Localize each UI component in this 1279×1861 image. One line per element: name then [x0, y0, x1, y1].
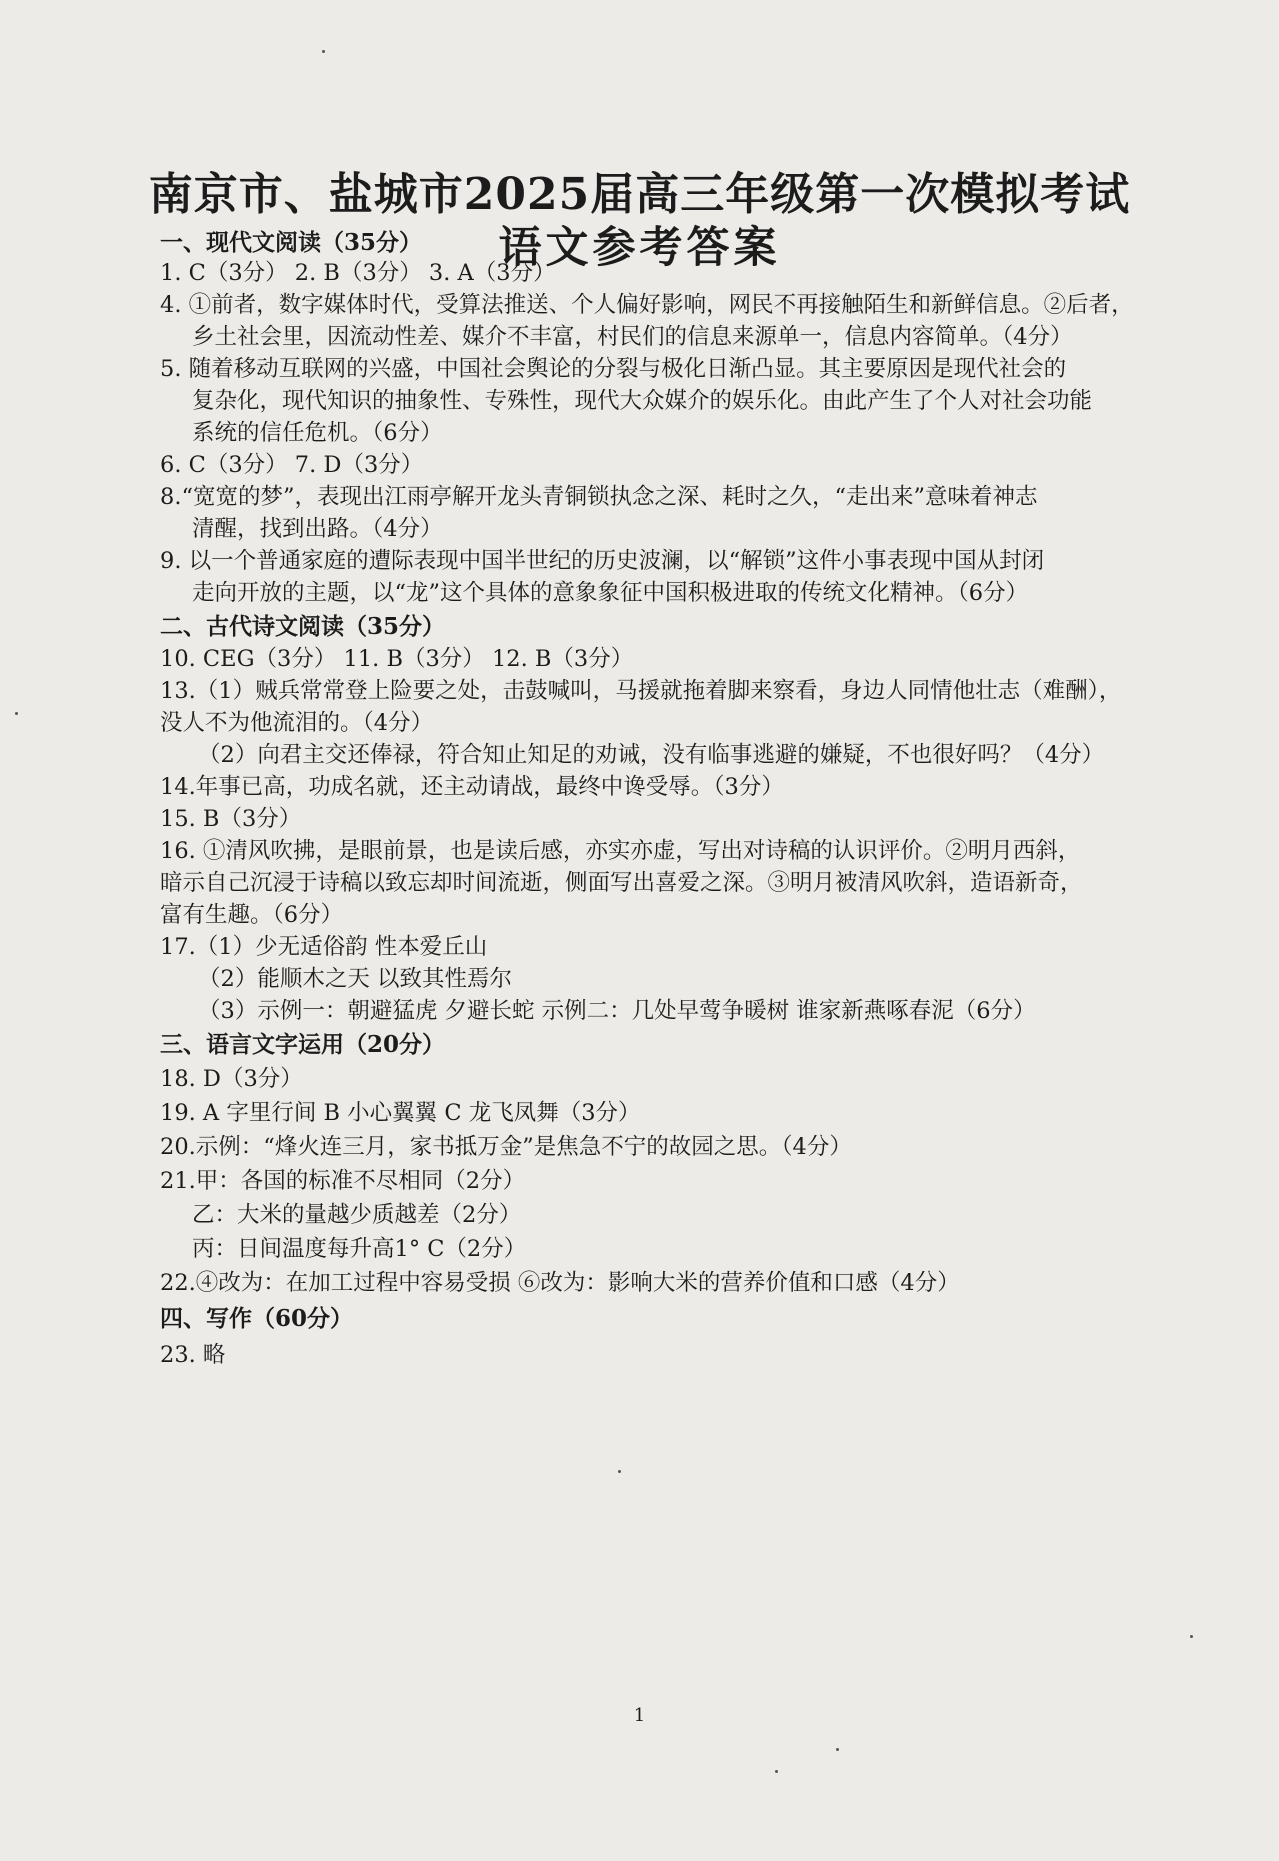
- answer-line: 14.年事已高，功成名就，还主动请战，最终中谗受辱。（3分）: [160, 774, 784, 800]
- answer-line: 乙：大米的量越少质越差（2分）: [192, 1202, 522, 1228]
- answer-line: （2）能顺木之天 以致其性焉尔: [198, 966, 512, 992]
- section-heading-classical-reading: 二、古代诗文阅读（35分）: [160, 613, 446, 640]
- answer-line: 20.示例：“烽火连三月，家书抵万金”是焦急不宁的故园之思。（4分）: [160, 1134, 852, 1160]
- answer-line: 18. D（3分）: [160, 1066, 303, 1092]
- answer-line: 21.甲：各国的标准不尽相同（2分）: [160, 1168, 526, 1194]
- answer-line: 5. 随着移动互联网的兴盛，中国社会舆论的分裂与极化日渐凸显。其主要原因是现代社会的: [160, 356, 1067, 382]
- answer-line: 清醒，找到出路。（4分）: [192, 516, 443, 542]
- section-heading-language-use: 三、语言文字运用（20分）: [160, 1031, 446, 1058]
- answer-line: 没人不为他流泪的。（4分）: [160, 710, 434, 736]
- answer-line: 17.（1）少无适俗韵 性本爱丘山: [160, 934, 488, 960]
- answer-line: 13.（1）贼兵常常登上险要之处，击鼓喊叫，马援就拖着脚来察看，身边人同情他壮志（难酬），: [160, 678, 1122, 704]
- answer-line: （2）向君主交还俸禄，符合知止知足的劝诫，没有临事逃避的嫌疑，不也很好吗？（4分）: [198, 742, 1105, 768]
- page-number: 1: [633, 1705, 646, 1726]
- answer-line: 1. C（3分） 2. B（3分） 3. A（3分）: [160, 260, 556, 286]
- answer-line: 4. ①前者，数字媒体时代，受算法推送、个人偏好影响，网民不再接触陌生和新鲜信息。②后者，: [160, 292, 1134, 318]
- answer-line: 6. C（3分） 7. D（3分）: [160, 452, 424, 478]
- answer-line: 富有生趣。（6分）: [160, 902, 344, 928]
- answer-line: 22.④改为：在加工过程中容易受损 ⑥改为：影响大米的营养价值和口感（4分）: [160, 1270, 960, 1296]
- exam-title: 南京市、盐城市2025届高三年级第一次模拟考试: [148, 169, 1131, 220]
- answer-line: 乡土社会里，因流动性差、媒介不丰富，村民们的信息来源单一，信息内容简单。（4分）: [192, 324, 1073, 350]
- scan-speck: [618, 1470, 621, 1473]
- answer-line: 走向开放的主题，以“龙”这个具体的意象象征中国积极进取的传统文化精神。（6分）: [192, 580, 1029, 606]
- section-heading-writing: 四、写作（60分）: [160, 1305, 354, 1332]
- answer-line: 暗示自己沉浸于诗稿以致忘却时间流逝，侧面写出喜爱之深。③明月被清风吹斜，造语新奇，: [160, 870, 1083, 896]
- answer-line: 复杂化，现代知识的抽象性、专殊性，现代大众媒介的娱乐化。由此产生了个人对社会功能: [192, 388, 1093, 414]
- section-heading-modern-reading: 一、现代文阅读（35分）: [160, 229, 423, 256]
- exam-subtitle: 语文参考答案: [498, 223, 781, 273]
- answer-line: 10. CEG（3分） 11. B（3分） 12. B（3分）: [160, 646, 634, 672]
- scan-speck: [775, 1770, 778, 1773]
- answer-line: 8.“宽宽的梦”，表现出江雨亭解开龙头青铜锁执念之深、耗时之久，“走出来”意味着神志: [160, 484, 1038, 510]
- answer-line: 23. 略: [160, 1342, 226, 1368]
- answer-line: （3）示例一：朝避猛虎 夕避长蛇 示例二：几处早莺争暖树 谁家新燕啄春泥（6分）: [198, 998, 1036, 1024]
- scan-speck: [15, 712, 18, 715]
- answer-line: 19. A 字里行间 B 小心翼翼 C 龙飞凤舞（3分）: [160, 1100, 641, 1126]
- answer-line: 16. ①清风吹拂，是眼前景，也是读后感，亦实亦虚，写出对诗稿的认识评价。②明月西斜，: [160, 838, 1081, 864]
- answer-line: 9. 以一个普通家庭的遭际表现中国半世纪的历史波澜，以“解锁”这件小事表现中国从封闭: [160, 548, 1045, 574]
- scan-speck: [322, 50, 325, 53]
- answer-line: 丙：日间温度每升高1° C（2分）: [192, 1236, 527, 1262]
- scan-speck: [836, 1748, 839, 1751]
- scan-speck: [1190, 1635, 1193, 1638]
- answer-line: 系统的信任危机。（6分）: [192, 420, 443, 446]
- answer-line: 15. B（3分）: [160, 806, 302, 832]
